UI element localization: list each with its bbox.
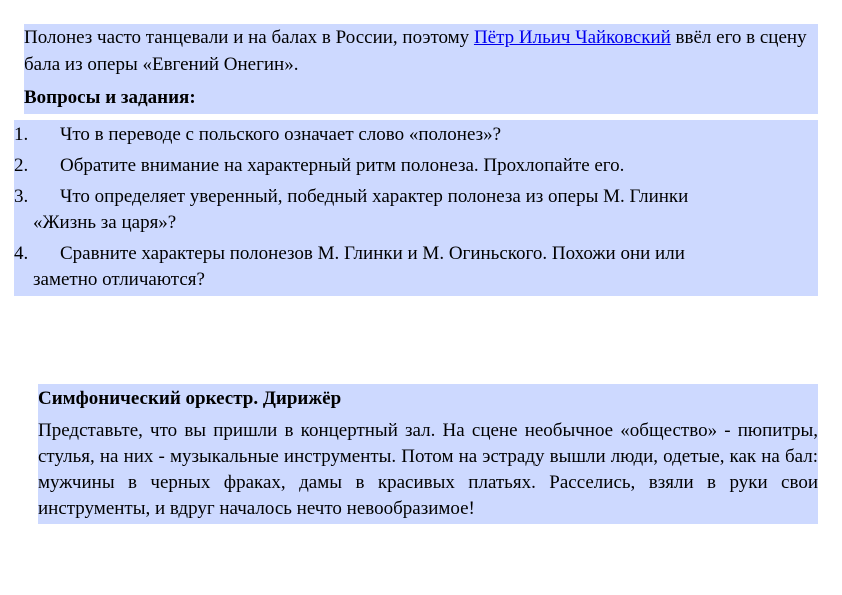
question-text: Обратите внимание на характерный ритм полонеза. Прохлопайте его.	[60, 155, 625, 176]
question-text-continued: «Жизнь за царя»?	[33, 212, 177, 233]
question-text: Сравните характеры полонезов М. Глинки и М. Огиньского. Похожи они или	[60, 243, 685, 264]
question-number: 2.	[14, 155, 29, 176]
tchaikovsky-link[interactable]: Пётр Ильич Чайковский	[473, 27, 671, 48]
intro-text-after: ввёл его в сцену бала из оперы «Евгений Онегин».	[24, 27, 807, 75]
intro-section	[24, 24, 818, 114]
intro-text-before: Полонез часто танцевали и на балах в России, поэтому	[24, 27, 474, 48]
question-item	[14, 239, 818, 296]
question-item	[14, 151, 818, 182]
question-number: 3.	[14, 186, 29, 207]
questions-heading: Вопросы и задания:	[24, 87, 196, 108]
questions-list	[14, 120, 818, 296]
question-number: 1.	[14, 124, 29, 145]
intro-paragraph	[24, 24, 818, 84]
question-text: Что определяет уверенный, победный характер полонеза из оперы М. Глинки	[60, 186, 689, 207]
question-text-continued: заметно отличаются?	[33, 269, 205, 290]
orchestra-section	[38, 384, 818, 524]
orchestra-paragraph: Представьте, что вы пришли в концертный зал. На сцене необычное «общество» - пюпитры, стулья, на них - музыкальные инструменты. Потом на эстраду вышли люди, одетые, как на бал: мужчины в черных фраках, дамы в красивых платьях. Расселись, взяли в руки свои инструменты, и вдруг началось нечто невообразимое!	[38, 420, 818, 519]
question-item	[14, 120, 818, 151]
question-text: Что в переводе с польского означает слово «полонез»?	[60, 124, 502, 145]
question-number: 4.	[14, 243, 29, 264]
question-item	[14, 182, 818, 239]
orchestra-title: Симфонический оркестр. Дирижёр	[38, 388, 342, 409]
